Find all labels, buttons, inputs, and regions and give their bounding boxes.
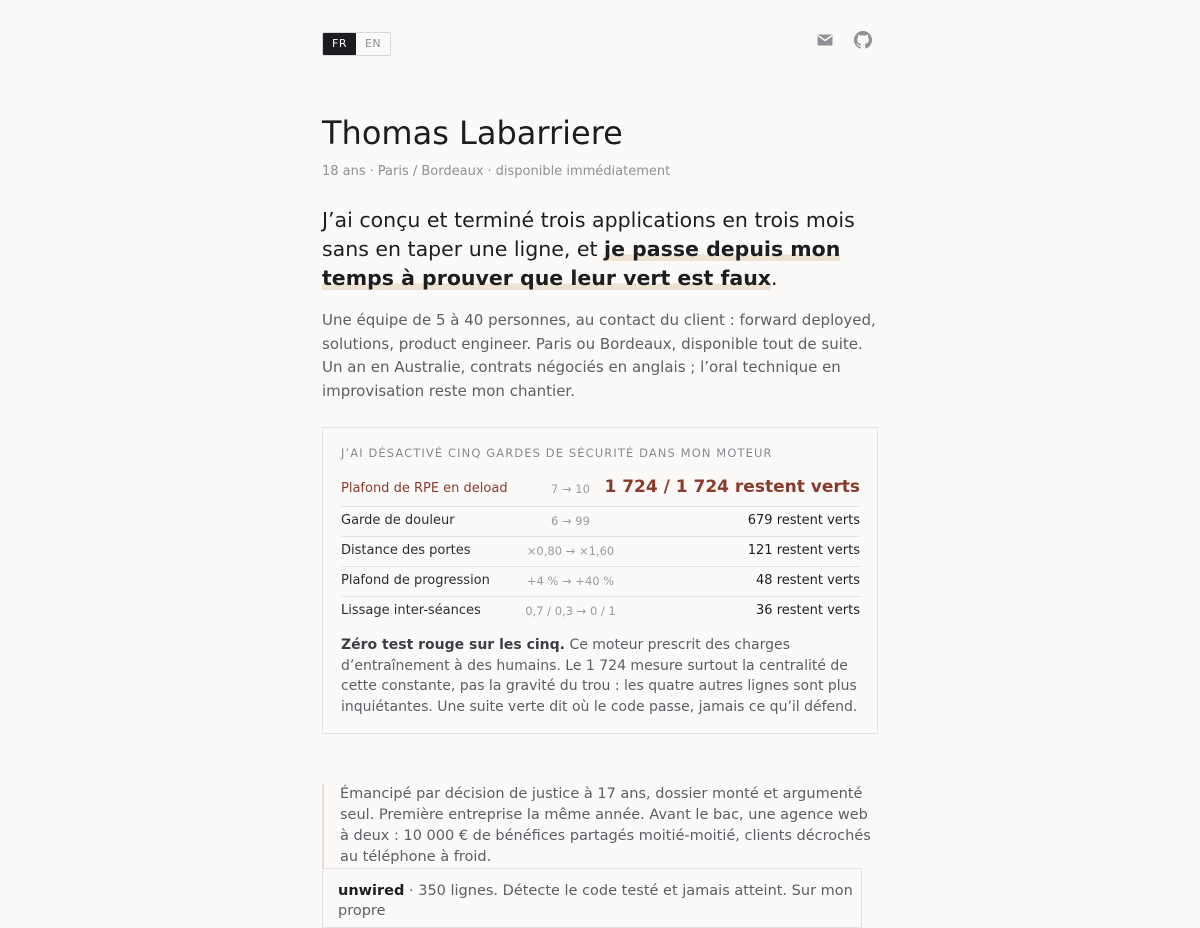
- row-label: Plafond de progression: [341, 573, 490, 588]
- row-result: 121 restent verts: [747, 543, 860, 558]
- table-row: [341, 537, 860, 567]
- row-result: 36 restent verts: [756, 603, 860, 618]
- card-note: [341, 635, 859, 718]
- row-result: 1 724 / 1 724 restent verts: [604, 477, 860, 497]
- project-card[interactable]: [322, 868, 862, 928]
- lead-statement: [322, 206, 878, 293]
- card-title: J’AI DÉSACTIVÉ CINQ GARDES DE SÉCURITÉ DANS MON MOTEUR: [341, 446, 773, 460]
- row-range: 7 → 10: [551, 482, 590, 496]
- guards-table: [341, 476, 860, 626]
- row-range: ×0,80 → ×1,60: [526, 544, 615, 558]
- mail-icon[interactable]: [816, 31, 834, 49]
- language-switcher: [322, 32, 391, 56]
- project-description: · 350 lignes. Détecte le code testé et jamais atteint. Sur mon propre: [338, 883, 853, 919]
- social-icons: [816, 31, 872, 49]
- row-range: +4 % → +40 %: [526, 574, 615, 588]
- row-range: 0,7 / 0,3 → 0 / 1: [525, 604, 616, 618]
- table-row: [341, 567, 860, 597]
- row-label: Garde de douleur: [341, 513, 455, 528]
- card-note-bold: Zéro test rouge sur les cinq.: [341, 637, 565, 653]
- row-range: 6 → 99: [551, 514, 590, 528]
- row-label: Distance des portes: [341, 543, 471, 558]
- card-note-text: Ce moteur prescrit des charges d’entraînement à des humains. Le 1 724 mesure surtout la centralité de cette constante, pas la gravité du trou : les quatre autres lignes sont plus inquiétantes. Une suite verte dit où le code passe, jamais ce qu’il défend.: [341, 637, 858, 716]
- page: [322, 0, 878, 919]
- row-label: Plafond de RPE en deload: [341, 481, 508, 496]
- project-name: unwired: [338, 883, 405, 899]
- meta-age: 18 ans: [322, 164, 366, 179]
- row-result: 679 restent verts: [747, 513, 860, 528]
- top-bar: [322, 0, 878, 56]
- intro-paragraph: Une équipe de 5 à 40 personnes, au contact du client : forward deployed, solutions, product engineer. Paris ou Bordeaux, disponible tout de suite. Un an en Australie, contrats négociés en anglais ; l’oral technique en improvisation reste mon chantier.: [322, 311, 876, 400]
- lead-highlight: je passe depuis mon temps à prouver que leur vert est faux: [322, 237, 841, 290]
- table-row: [341, 597, 860, 626]
- meta-separator: ·: [369, 164, 374, 179]
- bio-quote: Émancipé par décision de justice à 17 ans, dossier monté et argumenté seul. Première entreprise la même année. Avant le bac, une agence web à deux : 10 000 € de bénéfices partagés moitié-moitié, clients décrochés au téléphone à froid.: [322, 784, 880, 868]
- lang-en-button[interactable]: EN: [356, 33, 390, 55]
- profile-meta: [322, 163, 670, 180]
- row-label: Lissage inter-séances: [341, 603, 481, 618]
- safety-guards-card: [322, 427, 878, 734]
- meta-location: Paris / Bordeaux: [377, 164, 484, 179]
- table-row: [341, 476, 860, 507]
- meta-separator: ·: [487, 164, 492, 179]
- page-title: Thomas Labarriere: [322, 114, 623, 152]
- table-row: [341, 507, 860, 537]
- row-result: 48 restent verts: [756, 573, 860, 588]
- lang-fr-button[interactable]: FR: [323, 33, 356, 55]
- github-icon[interactable]: [854, 31, 872, 49]
- lead-end: .: [771, 266, 778, 290]
- lead-text: J’ai conçu et terminé trois applications en trois mois sans en taper une ligne, et: [322, 208, 855, 261]
- meta-availability: disponible immédiatement: [495, 164, 671, 179]
